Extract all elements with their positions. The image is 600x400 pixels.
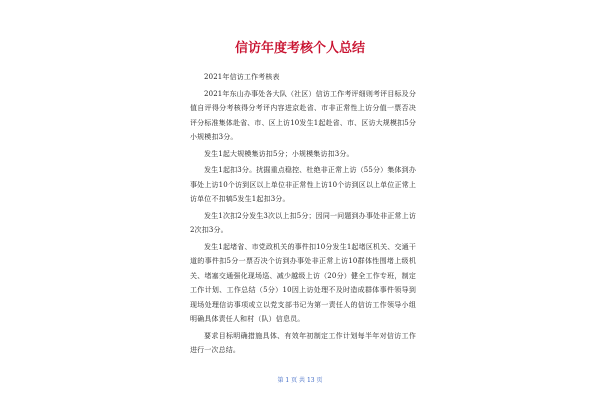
paragraph: 2021年信访工作考核表 [204, 73, 280, 81]
paragraph: 2021年东山办事处各大队（社区）信访工作考评细则考评目标及分值自评得分考核得分考评内容进京赴省、市非正常性上访分值一票否决评分标准集体赴省、市、区上访10发生1起赴省、市、区访大规模扣5分小规模扣3分。 [190, 89, 416, 141]
paragraph: 发生1起扣3分。扰掘重点稳控、杜绝非正常上访（55分）集体到办事处上访10个访到区以上单位非正常性上访10个访到区以上单位正常上访单位不扣犒5发生1起扣3分。 [190, 166, 416, 203]
page-indicator: 第 1 页 共 13 页 [277, 377, 323, 384]
paragraph: 发生1起大规模集访扣5分；小规模集访扣3分。 [204, 149, 354, 158]
document-title: 信访年度考核个人总结 [234, 41, 365, 56]
paragraph: 发生1起堵省、市党政机关的事件扣10分发生1起堵区机关、交通干道的事件扣5分一票否决个访到办事处非正常上访10群体性围堵上级机关、堵塞交通强化现场巡、减少越级上访（20分）健全工作专班，制定工作计划、工作总结（5分）10因上访处理不及时造成群体事件领导到现场处理信访事项或立以党支部书记为第一责任人的信访工作领导小组明确具体责任人和村（队）信息员。 [190, 242, 416, 323]
paragraph: 要求目标明确措施具体、有效年初制定工作计划每半年对信访工作进行一次总结。 [190, 331, 416, 354]
document-body [190, 70, 416, 360]
paragraph: 发生1次扣2分发生3次以上扣5分；因同一问题到办事处非正常上访2次扣3分。 [190, 211, 416, 234]
